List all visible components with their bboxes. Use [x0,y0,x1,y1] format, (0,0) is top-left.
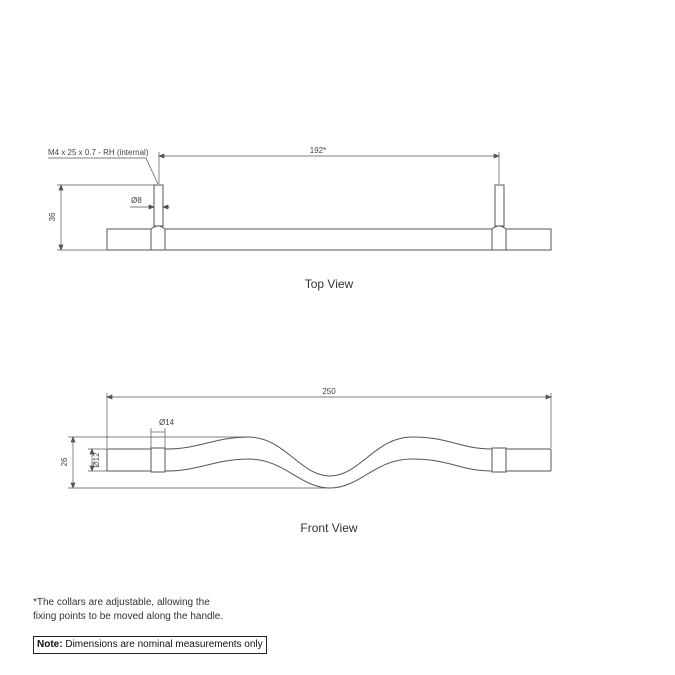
note-label: Note: [37,639,63,650]
dim-diameter-12-label: Ø12 [92,452,101,468]
right-collar-front [492,448,506,472]
left-collar-top [151,226,165,250]
right-collar-top [492,226,506,250]
front-view-dimensions [68,393,551,488]
top-view-title: Top View [304,277,354,291]
collar-footnote [33,596,223,624]
footnote-line-1: *The collars are adjustable, allowing the [33,597,210,608]
dim-192-label: 192* [309,146,327,155]
handle-bar-top [107,229,551,250]
footnote-line-2: fixing points to be moved along the handle. [33,611,224,622]
dim-250-label: 250 [322,387,336,396]
top-view-drawing [107,185,551,250]
front-view-drawing [107,437,551,488]
dim-36-label: 36 [48,212,57,222]
nominal-note-box [33,636,267,654]
dim-diameter-14-label: Ø14 [159,418,175,427]
front-view-title: Front View [300,521,358,535]
note-text: Dimensions are nominal measurements only [62,639,263,650]
dim-diameter-8-label: Ø8 [131,196,142,205]
left-stem [154,185,163,226]
wave-top-edge [165,437,492,476]
left-collar-front [151,448,165,472]
thread-leader [48,158,158,184]
right-stem [495,185,504,226]
dim-26-label: 26 [60,457,69,467]
thread-callout-label: M4 x 25 x 0.7 - RH (internal) [48,148,149,157]
wave-bottom-edge [165,459,492,488]
